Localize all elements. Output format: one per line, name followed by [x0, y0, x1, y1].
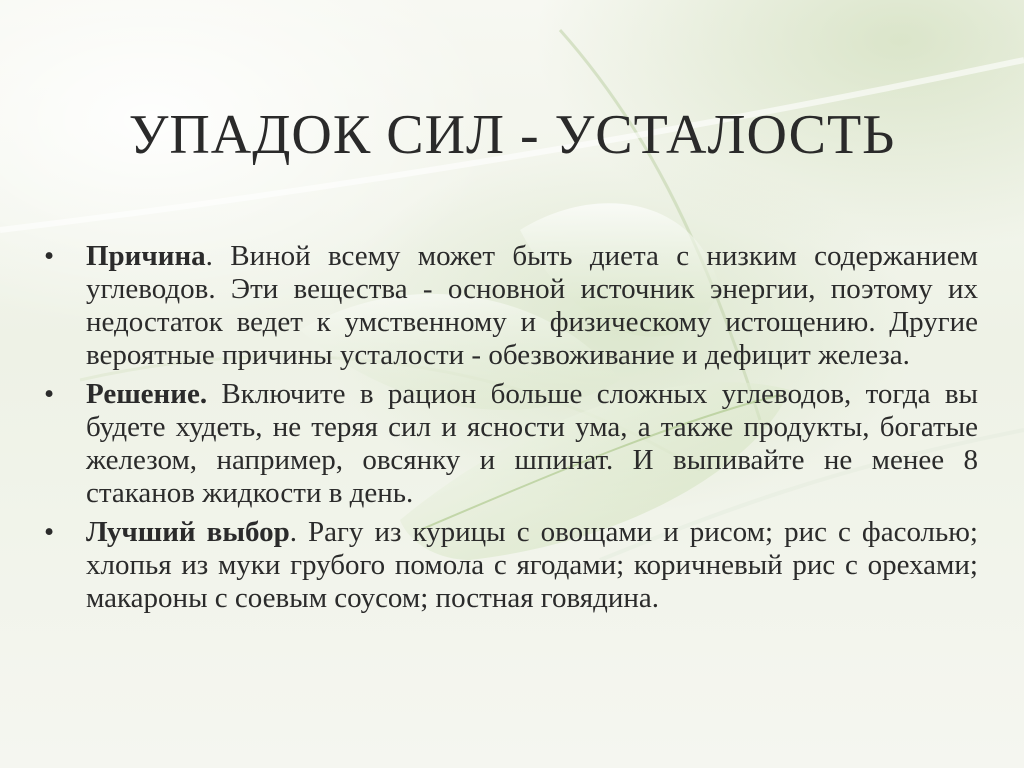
bullet-item-best-choice: [40, 516, 978, 615]
bullet-glyph: •: [44, 240, 55, 272]
bullet-glyph: •: [44, 516, 55, 548]
bullet-text: . Виной всему может быть диета с низким содержанием углеводов. Эти вещества - основной источник энергии, поэтому их недостаток ведет к умственному и физическому истощению. Другие вероятные причины усталости - обезвоживание и дефицит железа.: [86, 240, 978, 371]
bullet-item-solution: [40, 378, 978, 510]
bullet-item-cause: [40, 240, 978, 372]
bullet-glyph: •: [44, 378, 55, 410]
bullet-term: Решение.: [86, 378, 208, 410]
bullet-term: Причина: [86, 240, 206, 272]
bullet-text: Включите в рацион больше сложных углеводов, тогда вы будете худеть, не теряя сил и ясности ума, а также продукты, богатые железом, например, овсянку и шпинат. И выпивайте не менее 8 стаканов жидкости в день.: [86, 378, 978, 509]
bullet-text: . Рагу из курицы с овощами и рисом; рис с фасолью; хлопья из муки грубого помола с ягодами; коричневый рис с орехами; макароны с соевым соусом; постная говядина.: [86, 516, 978, 614]
bullet-list: [40, 240, 978, 621]
bullet-term: Лучший выбор: [86, 516, 290, 548]
slide-title: УПАДОК СИЛ - УСТАЛОСТЬ: [128, 104, 896, 166]
